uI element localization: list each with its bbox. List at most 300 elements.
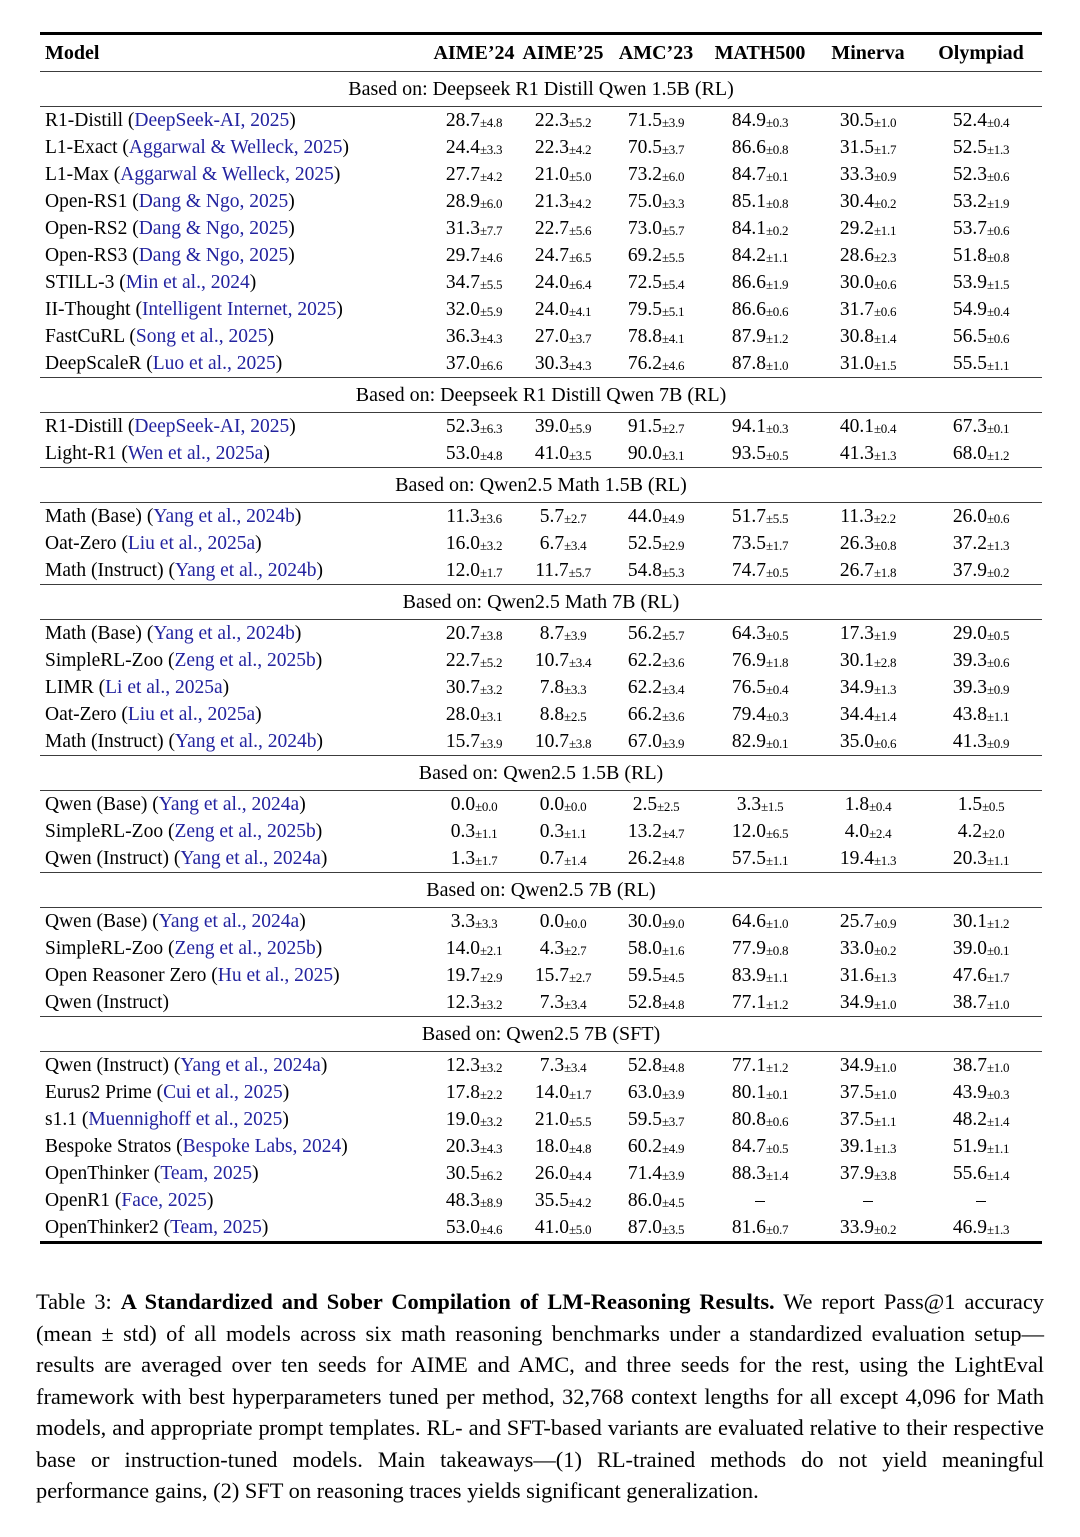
value-cell <box>816 1106 920 1134</box>
std-value: ±4.5 <box>661 970 685 985</box>
citation-link[interactable]: Li et al., 2025a <box>105 677 223 698</box>
std-value: ±3.2 <box>479 997 503 1012</box>
value-cell <box>816 908 920 936</box>
std-value: ±4.7 <box>661 826 685 841</box>
std-value: ±0.5 <box>765 628 789 643</box>
std-value: ±1.3 <box>873 448 897 463</box>
value-cell <box>704 134 816 162</box>
mean-value: 84.9 <box>731 110 766 131</box>
std-value: ±5.9 <box>568 421 592 436</box>
std-value: ±6.5 <box>568 250 592 265</box>
model-cell: R1-Distill (DeepSeek-AI, 2025) <box>45 416 296 437</box>
std-value: ±3.1 <box>661 448 685 463</box>
std-value: ±4.9 <box>661 511 685 526</box>
mean-value: 19.0 <box>445 1109 480 1130</box>
mean-value: 30.1 <box>839 650 874 671</box>
value-cell <box>704 557 816 585</box>
mean-value: 37.5 <box>839 1109 874 1130</box>
std-value: ±4.6 <box>479 1222 503 1237</box>
value-cell <box>920 1052 1042 1080</box>
mean-value: 55.5 <box>952 353 987 374</box>
model-cell: FastCuRL (Song et al., 2025) <box>45 326 274 347</box>
std-value: ±0.3 <box>765 115 789 130</box>
value-cell <box>704 1133 816 1161</box>
value-cell <box>920 161 1042 189</box>
value-cell <box>518 323 608 351</box>
std-value: ±0.6 <box>765 1114 789 1129</box>
std-value: ±2.4 <box>869 826 892 841</box>
std-value: ±0.5 <box>982 799 1005 814</box>
value-cell <box>704 674 816 702</box>
mean-value: 86.0 <box>627 1190 662 1211</box>
citation-link[interactable]: Yang et al., 2024b <box>174 560 317 581</box>
std-value: ±1.4 <box>986 1168 1010 1183</box>
mean-value: 33.0 <box>839 938 874 959</box>
citation-link[interactable]: Cui et al., 2025 <box>163 1082 283 1103</box>
mean-value: 41.0 <box>534 443 569 464</box>
std-value: ±2.3 <box>873 250 897 265</box>
std-value: ±0.1 <box>986 421 1010 436</box>
value-cell: – <box>755 1190 765 1211</box>
mean-value: 7.3 <box>539 992 565 1013</box>
std-value: ±3.5 <box>568 448 592 463</box>
value-cell <box>430 161 518 189</box>
std-value: ±1.7 <box>765 538 789 553</box>
value-cell <box>608 1187 704 1215</box>
mean-value: 84.7 <box>731 1136 766 1157</box>
caption-body: We report Pass@1 accuracy (mean ± std) of all models across six math reasoning benchmarks under a standardized evaluation setup—results are averaged over ten seeds for AIME and AMC, and three seeds for the rest, using the LightEval framework with best hyperparameters tuned per method, 32,768 context lengths for all except 4,096 for Math models, and appropriate prompt templates. RL- and SFT-based variants are evaluated relative to their respective base or instruction-tuned models. Main takeaways—(1) RL-trained methods do not yield meaningful performance gains, (2) SFT on reasoning traces yields significant generalization. <box>36 1289 1044 1503</box>
citation-link[interactable]: Yang et al., 2024a <box>158 911 300 932</box>
value-cell <box>816 134 920 162</box>
value-cell <box>608 242 704 270</box>
value-cell <box>518 269 608 297</box>
mean-value: 11.3 <box>840 506 874 527</box>
std-value: ±3.8 <box>479 628 503 643</box>
mean-value: 1.3 <box>450 848 476 869</box>
std-value: ±1.8 <box>765 655 789 670</box>
value-cell <box>816 1133 920 1161</box>
std-value: ±1.1 <box>564 826 587 841</box>
value-cell <box>518 1214 608 1242</box>
value-cell <box>920 1133 1042 1161</box>
std-value: ±0.3 <box>765 709 789 724</box>
citation-link[interactable]: Face, 2025 <box>121 1190 207 1211</box>
table-row <box>40 188 1042 215</box>
mean-value: 39.0 <box>952 938 987 959</box>
std-value: ±2.7 <box>564 511 587 526</box>
mean-value: 33.9 <box>839 1217 874 1238</box>
mean-value: 34.9 <box>839 1055 874 1076</box>
table-row <box>40 440 1042 467</box>
value-cell <box>608 557 704 585</box>
value-cell <box>704 530 816 558</box>
std-value: ±1.7 <box>475 853 498 868</box>
model-cell: Eurus2 Prime (Cui et al., 2025) <box>45 1082 290 1103</box>
section-header: Based on: Deepseek R1 Distill Qwen 7B (RL) <box>40 377 1042 413</box>
std-value: ±3.9 <box>661 1168 685 1183</box>
model-cell: L1-Max (Aggarwal & Welleck, 2025) <box>45 164 341 185</box>
mean-value: 28.0 <box>445 704 480 725</box>
table-row <box>40 935 1042 962</box>
citation-link[interactable]: Song et al., 2025 <box>135 326 268 347</box>
mean-value: 73.2 <box>627 164 662 185</box>
mean-value: 80.1 <box>731 1082 766 1103</box>
std-value: ±1.1 <box>986 709 1010 724</box>
table-row <box>40 107 1042 134</box>
value-cell <box>920 296 1042 324</box>
model-cell: s1.1 (Muennighoff et al., 2025) <box>45 1109 289 1130</box>
value-cell <box>920 134 1042 162</box>
mean-value: 24.4 <box>445 137 480 158</box>
value-cell <box>430 323 518 351</box>
mean-value: 2.5 <box>632 794 658 815</box>
std-value: ±3.9 <box>661 736 685 751</box>
mean-value: 30.5 <box>445 1163 480 1184</box>
std-value: ±4.8 <box>568 1141 592 1156</box>
value-cell <box>816 161 920 189</box>
model-name: Open-RS3 <box>45 245 128 266</box>
citation-link[interactable]: Zeng et al., 2025b <box>174 821 316 842</box>
value-cell <box>920 413 1042 441</box>
value-cell <box>704 908 816 936</box>
model-cell: Light-R1 (Wen et al., 2025a) <box>45 443 270 464</box>
mean-value: 94.1 <box>731 416 766 437</box>
std-value: ±0.0 <box>564 916 587 931</box>
mean-value: 53.9 <box>952 272 987 293</box>
citation-link[interactable]: DeepSeek-AI, 2025 <box>134 416 290 437</box>
citation-link[interactable]: Aggarwal & Welleck, 2025 <box>120 164 334 185</box>
mean-value: 51.9 <box>952 1136 987 1157</box>
value-cell <box>920 989 1042 1017</box>
value-cell <box>816 188 920 216</box>
column-header: Minerva <box>831 42 905 64</box>
mean-value: 39.3 <box>952 677 987 698</box>
mean-value: 41.3 <box>839 443 874 464</box>
citation-link[interactable]: Team, 2025 <box>160 1163 253 1184</box>
value-cell <box>518 557 608 585</box>
value-cell <box>816 647 920 675</box>
value-cell <box>608 728 704 756</box>
value-cell <box>518 1187 608 1215</box>
value-cell <box>704 107 816 135</box>
section-header: Based on: Qwen2.5 Math 7B (RL) <box>40 584 1042 620</box>
value-cell <box>608 134 704 162</box>
mean-value: 30.5 <box>839 110 874 131</box>
citation-link[interactable]: Yang et al., 2024b <box>153 623 295 644</box>
value-cell <box>518 296 608 324</box>
value-cell <box>430 674 518 702</box>
value-cell <box>430 908 518 936</box>
table-body <box>40 71 1042 1241</box>
value-cell <box>430 647 518 675</box>
table-row <box>40 989 1042 1016</box>
value-cell <box>518 1079 608 1107</box>
std-value: ±3.5 <box>661 1222 685 1237</box>
value-cell <box>920 935 1042 963</box>
citation-link[interactable]: Liu et al., 2025a <box>127 704 256 725</box>
table-row <box>40 134 1042 161</box>
mean-value: 51.8 <box>952 245 987 266</box>
table-row <box>40 818 1042 845</box>
std-value: ±4.3 <box>568 358 592 373</box>
value-cell <box>518 215 608 243</box>
std-value: ±3.2 <box>479 682 503 697</box>
table-row <box>40 1160 1042 1187</box>
model-name: Qwen (Instruct) <box>45 1055 169 1076</box>
std-value: ±1.4 <box>765 1168 789 1183</box>
std-value: ±4.9 <box>661 1141 685 1156</box>
value-cell <box>518 503 608 531</box>
model-cell: OpenThinker2 (Team, 2025) <box>45 1217 269 1238</box>
std-value: ±1.1 <box>986 1141 1010 1156</box>
std-value: ±1.1 <box>765 250 789 265</box>
std-value: ±1.1 <box>986 358 1010 373</box>
mean-value: 34.7 <box>445 272 480 293</box>
value-cell <box>430 1160 518 1188</box>
std-value: ±4.3 <box>479 331 503 346</box>
citation-link[interactable]: Yang et al., 2024b <box>174 731 317 752</box>
value-cell <box>518 413 608 441</box>
std-value: ±1.2 <box>765 1060 789 1075</box>
std-value: ±1.3 <box>873 1141 897 1156</box>
value-cell <box>608 440 704 468</box>
std-value: ±0.8 <box>986 250 1010 265</box>
mean-value: 79.4 <box>731 704 766 725</box>
mean-value: 30.7 <box>445 677 480 698</box>
citation-link[interactable]: Dang & Ngo, 2025 <box>138 245 289 266</box>
mean-value: 60.2 <box>627 1136 662 1157</box>
std-value: ±6.0 <box>479 196 503 211</box>
std-value: ±1.9 <box>873 628 897 643</box>
mean-value: 34.4 <box>839 704 874 725</box>
std-value: ±1.5 <box>986 277 1010 292</box>
value-cell <box>816 413 920 441</box>
mean-value: 4.0 <box>844 821 870 842</box>
model-name: SimpleRL-Zoo <box>45 650 164 671</box>
std-value: ±5.9 <box>479 304 503 319</box>
mean-value: 71.4 <box>627 1163 662 1184</box>
value-cell <box>518 791 608 819</box>
table-row <box>40 620 1042 647</box>
value-cell <box>608 215 704 243</box>
mean-value: 82.9 <box>731 731 766 752</box>
mean-value: 0.3 <box>450 821 476 842</box>
std-value: ±3.3 <box>661 196 685 211</box>
mean-value: 58.0 <box>627 938 662 959</box>
value-cell <box>920 503 1042 531</box>
value-cell <box>704 935 816 963</box>
mean-value: 3.3 <box>450 911 476 932</box>
value-cell <box>430 440 518 468</box>
citation-link[interactable]: Wen et al., 2025a <box>127 443 264 464</box>
mean-value: 7.8 <box>539 677 565 698</box>
std-value: ±0.6 <box>873 277 897 292</box>
mean-value: 85.1 <box>731 191 766 212</box>
mean-value: 4.3 <box>539 938 565 959</box>
mean-value: 67.0 <box>627 731 662 752</box>
mean-value: 76.2 <box>627 353 662 374</box>
citation-link[interactable]: DeepSeek-AI, 2025 <box>134 110 290 131</box>
std-value: ±2.7 <box>568 970 592 985</box>
std-value: ±3.6 <box>661 709 685 724</box>
model-name: Bespoke Stratos <box>45 1136 172 1157</box>
value-cell <box>704 323 816 351</box>
mean-value: 43.9 <box>952 1082 987 1103</box>
citation-link[interactable]: Bespoke Labs, 2024 <box>182 1136 342 1157</box>
value-cell <box>518 161 608 189</box>
citation-link[interactable]: Yang et al., 2024a <box>180 848 321 869</box>
value-cell <box>920 791 1042 819</box>
model-name: Open-RS2 <box>45 218 128 239</box>
mean-value: 44.0 <box>627 506 662 527</box>
mean-value: 12.0 <box>445 560 480 581</box>
mean-value: 73.5 <box>731 533 766 554</box>
std-value: ±4.2 <box>479 169 503 184</box>
value-cell <box>608 791 704 819</box>
model-name: Math (Instruct) <box>45 560 164 581</box>
citation-link[interactable]: Aggarwal & Welleck, 2025 <box>128 137 343 158</box>
mean-value: 4.2 <box>957 821 983 842</box>
model-cell: Open Reasoner Zero (Hu et al., 2025) <box>45 965 340 986</box>
mean-value: 18.0 <box>534 1136 569 1157</box>
value-cell <box>430 962 518 990</box>
std-value: ±3.4 <box>568 655 592 670</box>
model-cell: Qwen (Instruct) (Yang et al., 2024a) <box>45 1055 328 1076</box>
mean-value: 81.6 <box>731 1217 766 1238</box>
mean-value: 30.3 <box>534 353 569 374</box>
citation-link[interactable]: Dang & Ngo, 2025 <box>138 218 289 239</box>
column-header: AMC’23 <box>618 42 694 64</box>
mean-value: 62.2 <box>627 677 662 698</box>
citation-link[interactable]: Yang et al., 2024a <box>180 1055 321 1076</box>
table-row <box>40 269 1042 296</box>
value-cell <box>430 989 518 1017</box>
table-row <box>40 1079 1042 1106</box>
std-value: ±0.9 <box>873 916 897 931</box>
mean-value: 29.2 <box>839 218 874 239</box>
value-cell <box>816 701 920 729</box>
mean-value: 63.0 <box>627 1082 662 1103</box>
model-cell: DeepScaleR (Luo et al., 2025) <box>45 353 283 374</box>
column-header: Olympiad <box>938 42 1024 64</box>
citation-link[interactable]: Intelligent Internet, 2025 <box>141 299 337 320</box>
mean-value: 1.5 <box>957 794 983 815</box>
mean-value: 31.5 <box>839 137 874 158</box>
std-value: ±0.6 <box>986 511 1010 526</box>
mean-value: 80.8 <box>731 1109 766 1130</box>
table-row <box>40 728 1042 755</box>
std-value: ±1.0 <box>986 997 1010 1012</box>
mean-value: 30.0 <box>627 911 662 932</box>
std-value: ±1.1 <box>475 826 498 841</box>
value-cell <box>518 440 608 468</box>
std-value: ±0.5 <box>765 565 789 580</box>
value-cell <box>704 503 816 531</box>
mean-value: 11.7 <box>535 560 569 581</box>
mean-value: 35.0 <box>839 731 874 752</box>
mean-value: 26.0 <box>952 506 987 527</box>
std-value: ±3.2 <box>479 1060 503 1075</box>
citation-link[interactable]: Yang et al., 2024a <box>158 794 300 815</box>
mean-value: 20.7 <box>445 623 480 644</box>
value-cell <box>608 1079 704 1107</box>
column-header: Model <box>45 42 100 64</box>
value-cell <box>518 701 608 729</box>
std-value: ±0.9 <box>986 682 1010 697</box>
citation-link[interactable]: Luo et al., 2025 <box>152 353 276 374</box>
mean-value: 35.5 <box>534 1190 569 1211</box>
value-cell <box>518 845 608 873</box>
citation-link[interactable]: Dang & Ngo, 2025 <box>138 191 289 212</box>
citation-link[interactable]: Zeng et al., 2025b <box>174 938 316 959</box>
std-value: ±1.3 <box>873 970 897 985</box>
citation-link[interactable]: Liu et al., 2025a <box>127 533 256 554</box>
value-cell <box>704 728 816 756</box>
citation-link[interactable]: Hu et al., 2025 <box>217 965 334 986</box>
value-cell <box>430 1133 518 1161</box>
std-value: ±5.4 <box>661 277 685 292</box>
std-value: ±3.3 <box>479 142 503 157</box>
model-cell: Math (Base) (Yang et al., 2024b) <box>45 623 302 644</box>
section-header: Based on: Qwen2.5 Math 1.5B (RL) <box>40 467 1042 503</box>
model-cell: STILL-3 (Min et al., 2024) <box>45 272 257 293</box>
table-row <box>40 1052 1042 1079</box>
value-cell <box>430 728 518 756</box>
mean-value: 70.5 <box>627 137 662 158</box>
std-value: ±0.4 <box>986 304 1010 319</box>
value-cell <box>608 530 704 558</box>
mean-value: 76.9 <box>731 650 766 671</box>
value-cell <box>920 188 1042 216</box>
mean-value: 15.7 <box>534 965 569 986</box>
std-value: ±3.2 <box>479 1114 503 1129</box>
value-cell <box>704 701 816 729</box>
mean-value: 31.3 <box>445 218 480 239</box>
citation-link[interactable]: Team, 2025 <box>170 1217 262 1238</box>
citation-link[interactable]: Muennighoff et al., 2025 <box>88 1109 283 1130</box>
std-value: ±5.2 <box>568 115 592 130</box>
value-cell <box>920 620 1042 648</box>
std-value: ±5.3 <box>661 565 685 580</box>
mean-value: 34.9 <box>839 677 874 698</box>
value-cell <box>608 989 704 1017</box>
mean-value: 66.2 <box>627 704 662 725</box>
mean-value: 84.7 <box>731 164 766 185</box>
mean-value: 74.7 <box>731 560 766 581</box>
std-value: ±6.2 <box>479 1168 503 1183</box>
std-value: ±0.6 <box>873 736 897 751</box>
mean-value: 56.5 <box>952 326 987 347</box>
table-row <box>40 530 1042 557</box>
model-cell: SimpleRL-Zoo (Zeng et al., 2025b) <box>45 650 323 671</box>
std-value: ±1.0 <box>873 1087 897 1102</box>
value-cell <box>608 269 704 297</box>
citation-link[interactable]: Zeng et al., 2025b <box>174 650 316 671</box>
citation-link[interactable]: Yang et al., 2024b <box>153 506 295 527</box>
std-value: ±1.2 <box>986 448 1010 463</box>
value-cell <box>816 674 920 702</box>
mean-value: 17.8 <box>445 1082 480 1103</box>
value-cell <box>816 269 920 297</box>
value-cell <box>430 530 518 558</box>
table-row <box>40 242 1042 269</box>
citation-link[interactable]: Min et al., 2024 <box>125 272 250 293</box>
std-value: ±4.2 <box>568 196 592 211</box>
std-value: ±1.1 <box>986 853 1010 868</box>
value-cell: – <box>976 1190 986 1211</box>
value-cell <box>608 962 704 990</box>
mean-value: 77.1 <box>731 1055 766 1076</box>
